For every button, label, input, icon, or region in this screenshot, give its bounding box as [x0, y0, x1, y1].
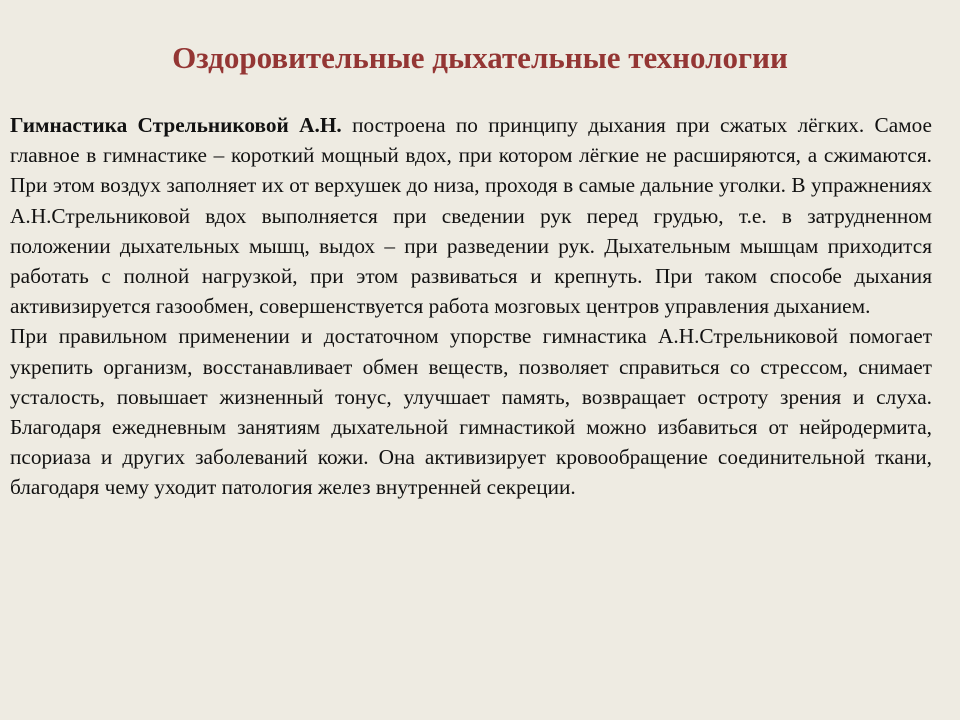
slide-title: Оздоровительные дыхательные технологии — [172, 40, 788, 75]
slide-body — [10, 110, 932, 503]
paragraph-benefits: При правильном применении и достаточном упорстве гимнастика А.Н.Стрельниковой помогает укрепить организм, восстанавливает обмен веществ, позволяет справиться со стрессом, снимает усталость, повышает жизненный тонус, улучшает память, возвращает остроту зрения и слуха. Благодаря ежедневным занятиям дыхательной гимнастикой можно избавиться от нейродермита, псориаза и других заболеваний кожи. Она активизирует кровообращение соединительной ткани, благодаря чему уходит патология желез внутренней секреции. — [10, 324, 932, 500]
paragraph-lead-term: Гимнастика Стрельниковой А.Н. — [10, 113, 342, 137]
paragraph-1-text: построена по принципу дыхания при сжатых лёгких. Самое главное в гимнастике – короткий мощный вдох, при котором лёгкие не расширяются, а сжимаются. При этом воздух заполняет их от верхушек до низа, проходя в самые дальние уголки. В упражнениях А.Н.Стрельниковой вдох выполняется при сведении рук перед грудью, т.е. в затрудненном положении дыхательных мышц, выдох – при разведении рук. Дыхательным мышцам приходится работать с полной нагрузкой, при этом развиваться и крепнуть. При таком способе дыхания активизируется газообмен, совершенствуется работа мозговых центров управления дыханием. — [10, 113, 932, 319]
paragraph-gymnastics-description — [10, 110, 932, 321]
